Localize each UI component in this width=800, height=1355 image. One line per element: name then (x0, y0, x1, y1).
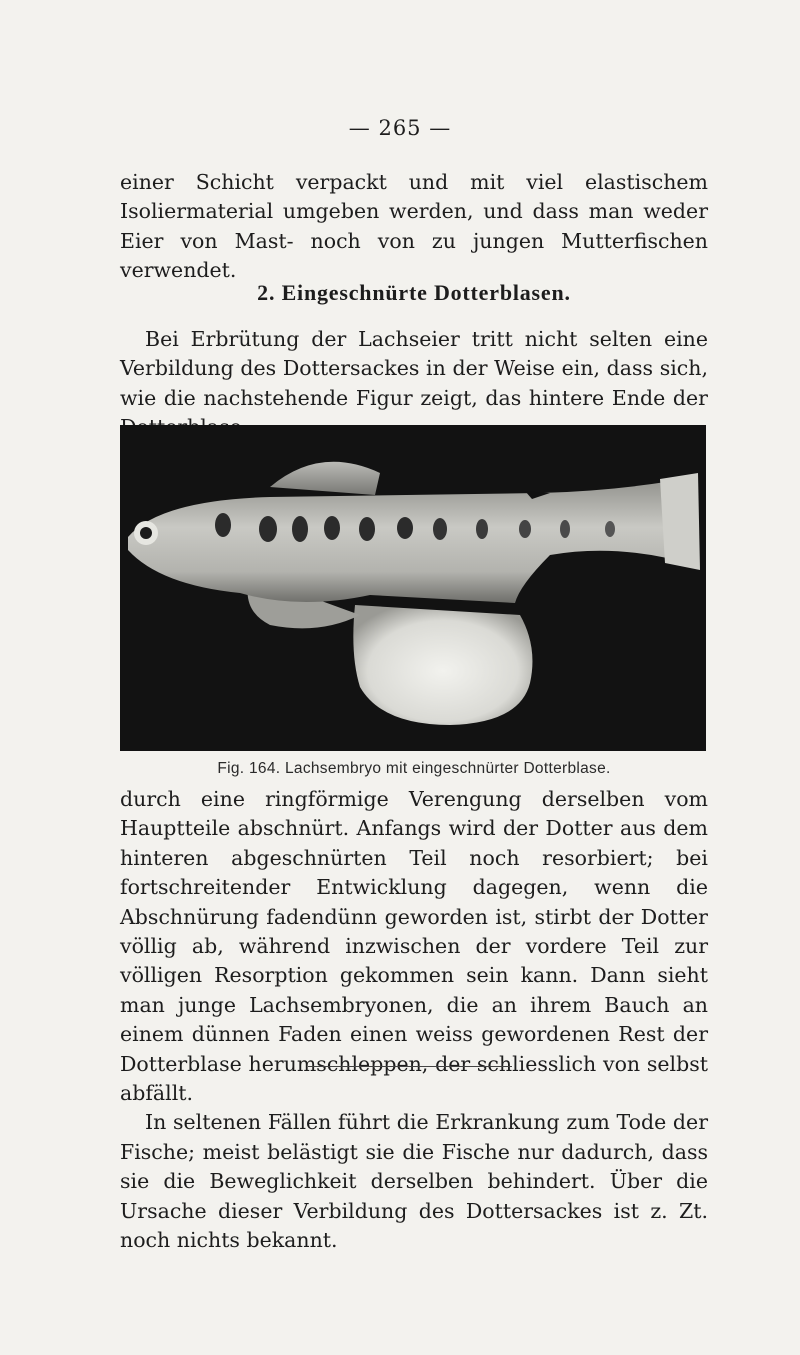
end-rule (308, 1066, 512, 1067)
section-start-text: Bei Erbrütung der Lachseier tritt nicht selten eine Verbildung des Dottersackes in der Weise ein, dass sich, wie die nachstehende Figur zeigt, das hintere Ende der (120, 327, 708, 410)
figure-caption: Fig. 164. Lachsembryo mit eingeschnürter Dotterblase. (217, 760, 611, 777)
section-heading: 2. Eingeschnürte Dotterblasen. (257, 280, 571, 305)
yolk-sac-posterior (353, 605, 532, 725)
salmon-embryo-illustration (120, 425, 706, 751)
continuation-paragraphs (120, 785, 708, 1256)
figure-salmon-embryo (120, 425, 706, 751)
page-number: — 265 — (348, 116, 452, 140)
tail-fin (660, 473, 700, 570)
closing-text: In seltenen Fällen führt die Erkrankung zum Tode der Fische; meist belästigt sie die Fische nur dadurch, dass sie die Beweglichkeit derselben behindert. Über die Ursache dieser Verbildung des Dottersackes ist z. Zt. noch nichts bekannt. (120, 1110, 708, 1253)
continuation-text: durch eine ringförmige Verengung derselben vom Hauptteile abschnürt. Anfangs wird der Dotter aus dem hinteren abgeschnürten Teil noch resorbiert; bei fortschreitender Entwicklung dagegen, wenn die Abschnürung fadendünn geworden ist, stirbt der Dotter völlig ab, während inzwischen der vordere Teil zur völligen Resorption gekommen sein kann. Dann sieht man junge Lachsembryonen, die an ihrem Bauch an einem dünnen Faden einen weiss gewordenen Rest der Dotterblase herumschleppen, der schliesslich von selbst abfällt. (120, 787, 708, 1106)
eye-pupil (140, 527, 152, 539)
intro-paragraph (120, 168, 708, 286)
intro-text: einer Schicht verpackt und mit viel elastischem Isoliermaterial umgeben werden, und dass man weder Eier von Mast- noch von zu jungen Mutterfischen verwendet. (120, 170, 708, 283)
